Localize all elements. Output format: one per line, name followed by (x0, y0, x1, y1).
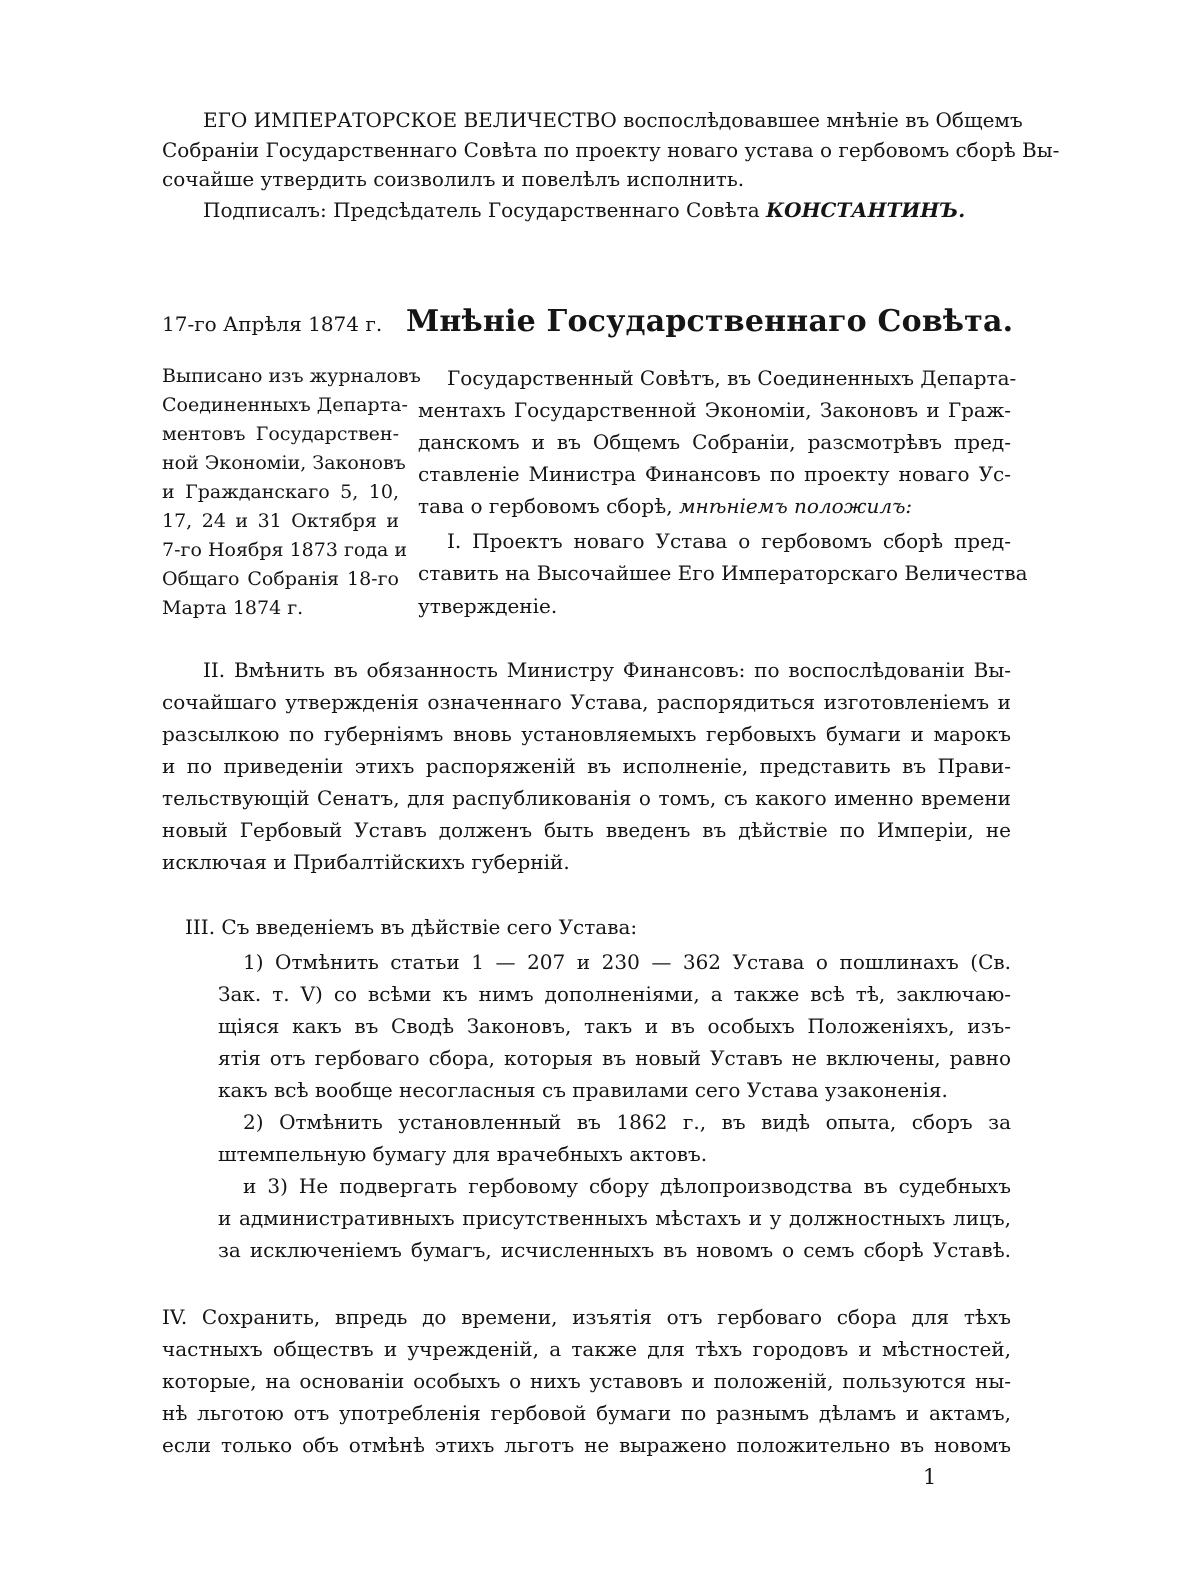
signature-line (203, 196, 1052, 224)
page-number: 1 (923, 1465, 937, 1489)
section-2-line-5: тельствующій Сенатъ, для распубликованія о томъ, съ какого именно времени (162, 786, 1011, 810)
margin-note-line-5: и Гражданскаго 5, 10, (162, 481, 399, 503)
section-4-line-3: которые, на основаніи особыхъ о нихъ уставовъ и положеній, пользуются ны- (162, 1369, 1011, 1393)
signature-name: КОНСТАНТИНЪ. (765, 198, 966, 222)
section-1-line-2: ставить на Высочайшее Его Императорскаго Величества (418, 561, 1028, 585)
margin-note-line-9: Марта 1874 г. (162, 597, 304, 619)
preamble-line-5 (418, 492, 1011, 520)
preamble-line-2: ментахъ Государственной Экономіи, Законовъ и Граж- (418, 398, 1011, 422)
decree-line-1: ЕГО ИМПЕРАТОРСКОЕ ВЕЛИЧЕСТВО воспослѣдовавшее мнѣніе въ Общемъ (203, 108, 1023, 132)
preamble-line-3: данскомъ и въ Общемъ Собраніи, разсмотрѣвъ пред- (418, 430, 1011, 454)
section-3-item-1-line-4: ятія отъ гербоваго сбора, которыя въ новый Уставъ не включены, равно (218, 1046, 1011, 1070)
decree-line-3: сочайше утвердить соизволилъ и повелѣлъ исполнить. (162, 167, 745, 191)
section-2-line-3: разсылкою по губерніямъ вновь установляемыхъ гербовыхъ бумаги и марокъ (162, 722, 1011, 746)
section-2-line-4: и по приведеніи этихъ распоряженій въ исполненіе, представить въ Прави- (162, 754, 1011, 778)
margin-note-line-1: Выписано изъ журналовъ (162, 365, 421, 387)
preamble-last-prefix: тава о гербовомъ сборѣ, (418, 494, 673, 518)
section-3-item-1-line-1: 1) Отмѣнить статьи 1 — 207 и 230 — 362 Устава о пошлинахъ (Св. (243, 950, 1011, 974)
document-title: Мнѣніе Государственнаго Совѣта. (406, 304, 1014, 339)
section-3-item-1-line-5: какъ всѣ вообще несогласныя съ правилами сего Устава узаконенія. (218, 1078, 948, 1102)
section-3-item-1-line-3: щіяся какъ въ Сводѣ Законовъ, такъ и въ особыхъ Положеніяхъ, изъ- (218, 1014, 1011, 1038)
section-4-line-2: частныхъ обществъ и учрежденій, а также для тѣхъ городовъ и мѣстностей, (162, 1337, 1011, 1361)
section-3-heading: III. Съ введеніемъ въ дѣйствіе сего Устава: (185, 915, 638, 939)
margin-note-line-6: 17, 24 и 31 Октября и (162, 510, 399, 532)
margin-note-line-7: 7-го Ноября 1873 года и (162, 539, 408, 561)
signature-prefix: Подписалъ: Предсѣдатель Государственнаго Совѣта (203, 198, 760, 222)
section-2-line-2: сочайшаго утвержденія означеннаго Устава, распорядиться изготовленіемъ и (162, 690, 1011, 714)
section-4-line-1: IV. Сохранить, впредь до времени, изъятія отъ гербоваго сбора для тѣхъ (162, 1305, 1011, 1329)
section-2-line-6: новый Гербовый Уставъ долженъ быть введенъ въ дѣйствіе по Имперіи, не (162, 818, 1011, 842)
section-1-line-3: утвержденіе. (418, 594, 558, 618)
section-1-line-1: I. Проектъ новаго Устава о гербовомъ сборѣ пред- (447, 529, 1011, 553)
section-3-item-2-line-1: 2) Отмѣнить установленный въ 1862 г., въ видѣ опыта, сборъ за (243, 1110, 1011, 1134)
section-4-line-4: нѣ льготою отъ употребленія гербовой бумаги по разнымъ дѣламъ и актамъ, (162, 1401, 1011, 1425)
preamble-line-4: ставленіе Министра Финансовъ по проекту новаго Ус- (418, 462, 1011, 486)
section-3-item-3-line-2: и административныхъ присутственныхъ мѣстахъ и у должностныхъ лицъ, (218, 1206, 1011, 1230)
document-date: 17-го Апрѣля 1874 г. (162, 312, 383, 336)
section-2-line-1: II. Вмѣнить въ обязанность Министру Финансовъ: по воспослѣдованіи Вы- (203, 658, 1011, 682)
margin-note-line-8: Общаго Собранія 18-го (162, 568, 399, 590)
preamble-line-1: Государственный Совѣтъ, въ Соединенныхъ Департа- (447, 366, 1017, 390)
margin-note-line-4: ной Экономіи, Законовъ (162, 452, 406, 474)
margin-note-line-3: ментовъ Государствен- (162, 423, 399, 445)
section-3-item-1-line-2: Зак. т. V) со всѣми къ нимъ дополненіями, а также всѣ тѣ, заключаю- (218, 982, 1011, 1006)
section-3-item-3-line-1: и 3) Не подвергать гербовому сбору дѣлопроизводства въ судебныхъ (243, 1174, 1011, 1198)
decree-line-2: Собраніи Государственнаго Совѣта по проекту новаго устава о гербовомъ сборѣ Вы- (162, 138, 1060, 162)
section-4-line-5: если только объ отмѣнѣ этихъ льготъ не выражено положительно въ новомъ (162, 1433, 1011, 1457)
margin-note-line-2: Соединенныхъ Департа- (162, 394, 408, 416)
section-3-item-2-line-2: штемпельную бумагу для врачебныхъ актовъ. (218, 1142, 708, 1166)
section-2-line-7: исключая и Прибалтійскихъ губерній. (162, 850, 570, 874)
section-3-item-3-line-3: за исключеніемъ бумагъ, исчисленныхъ въ новомъ о семъ сборѣ Уставѣ. (218, 1238, 1011, 1262)
preamble-emphasis: мнѣніемъ положилъ: (678, 494, 913, 518)
